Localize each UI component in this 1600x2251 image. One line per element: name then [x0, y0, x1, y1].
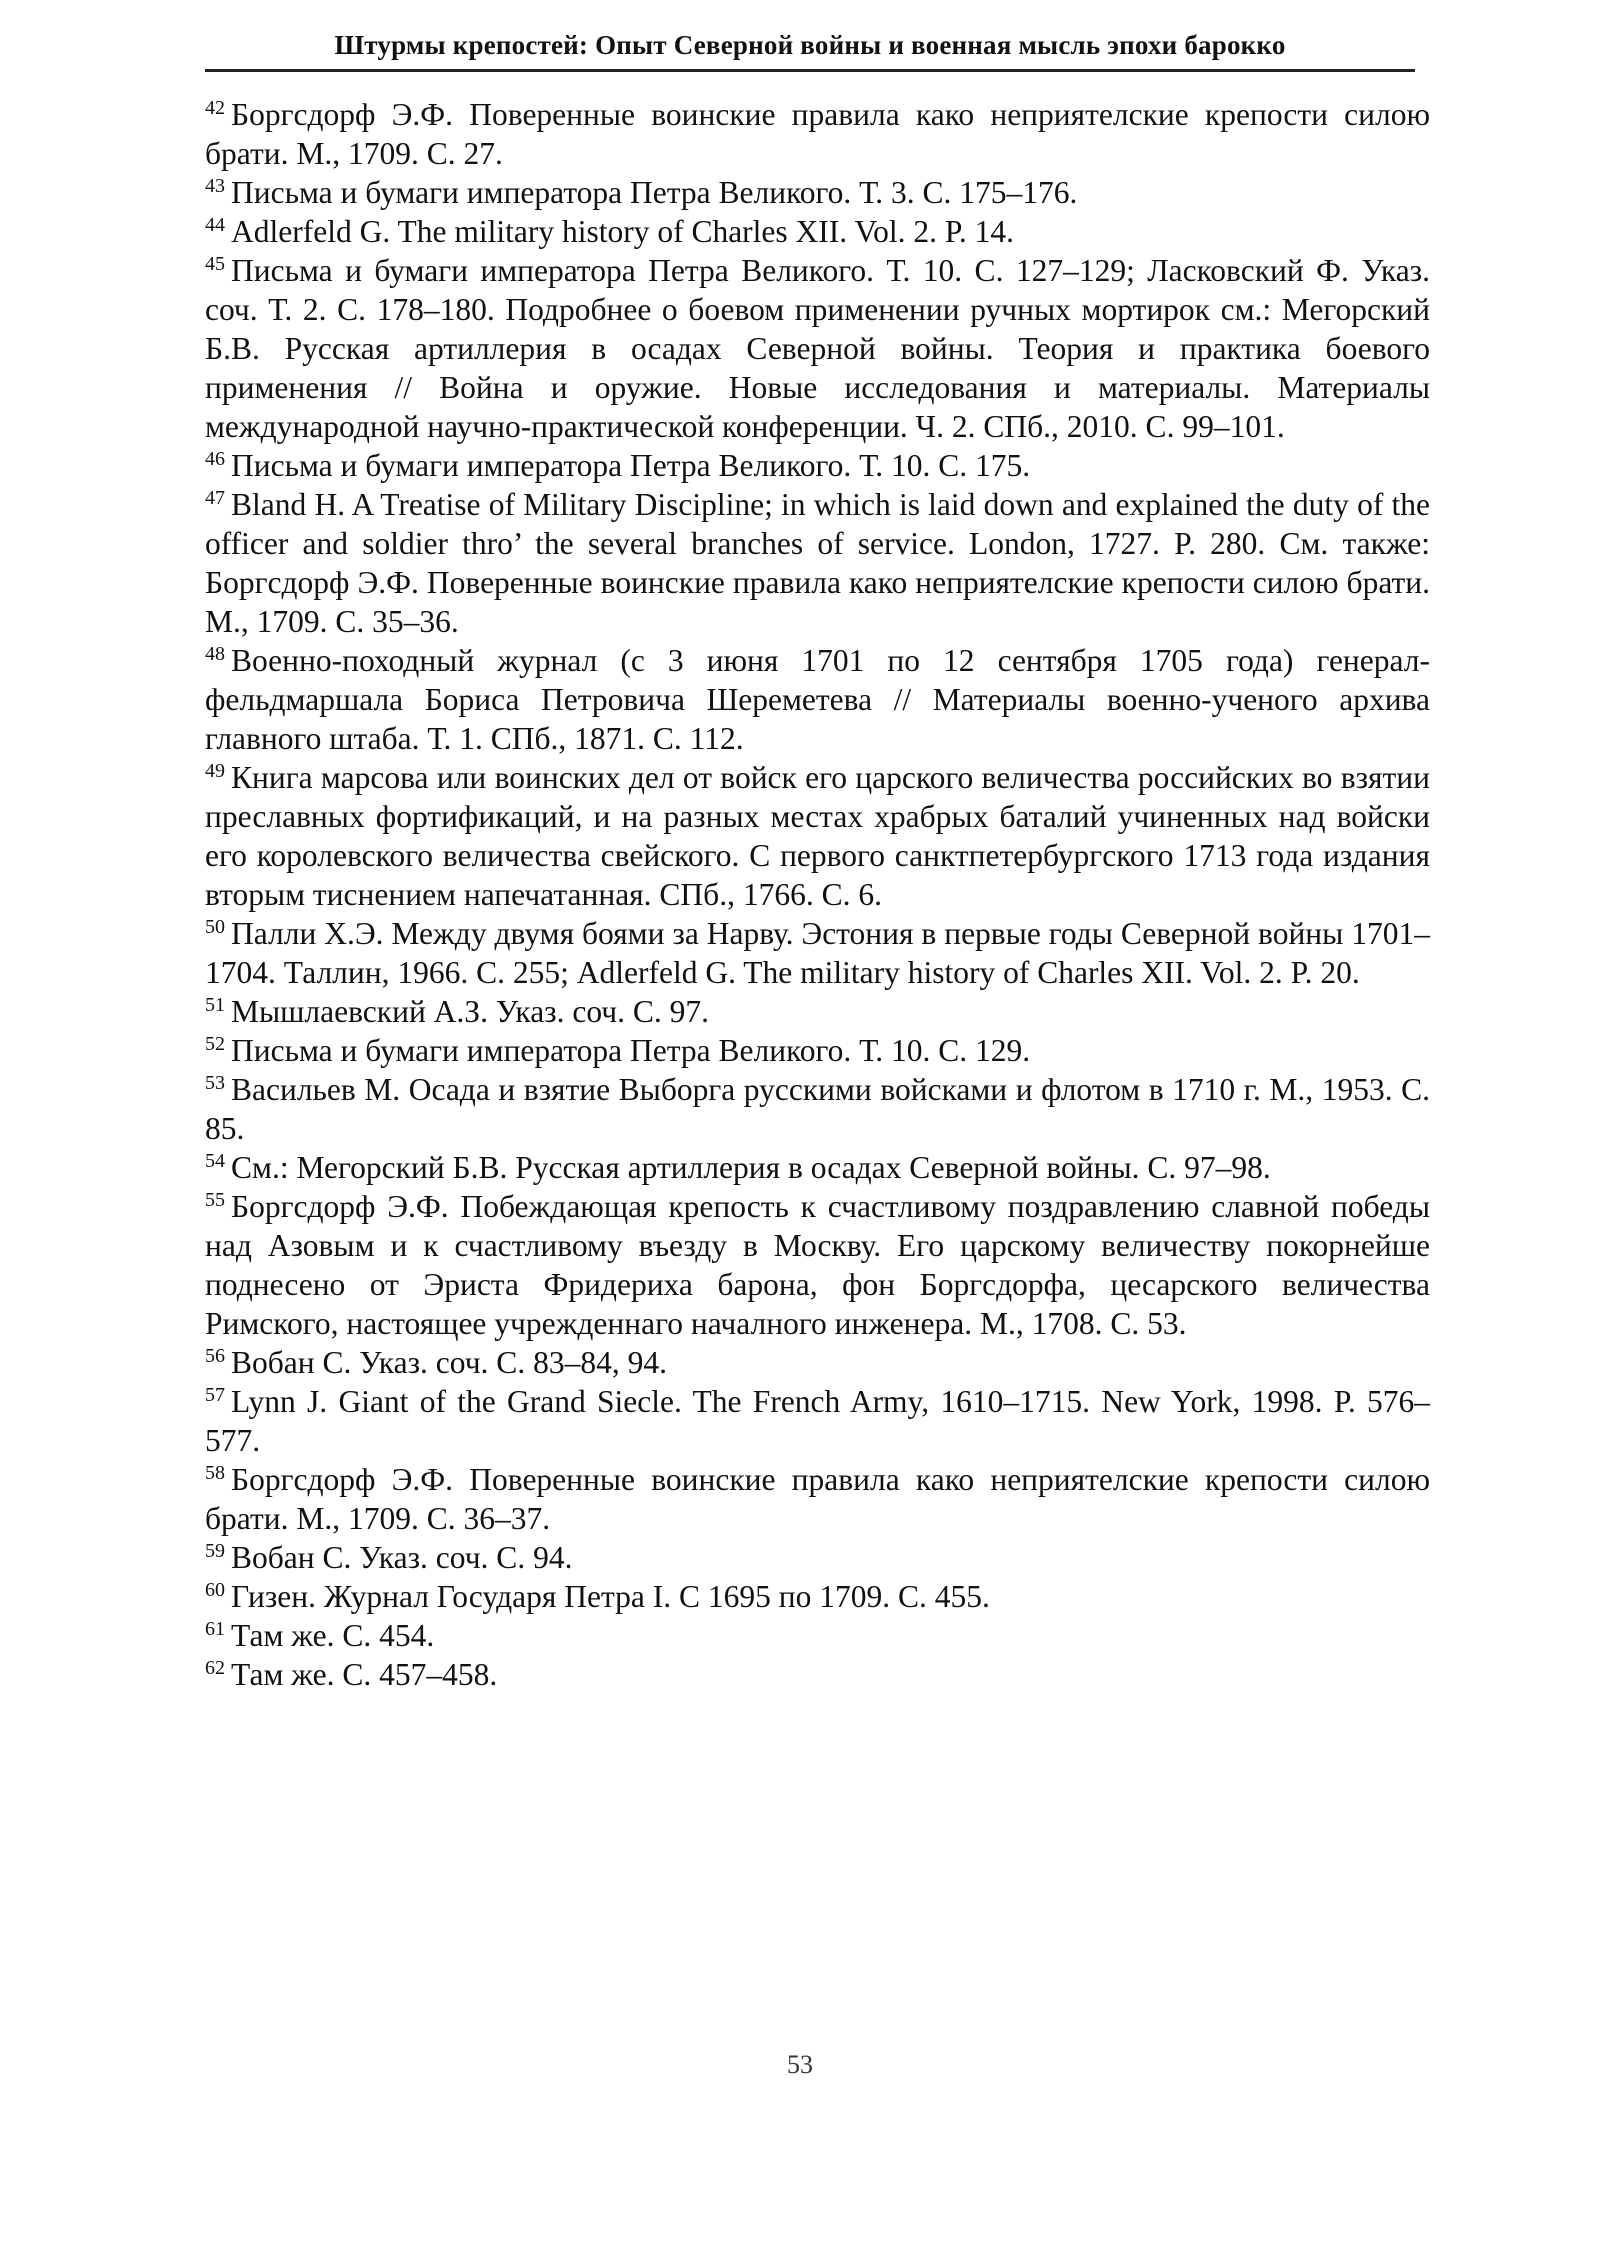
endnote-number: 56 — [205, 1345, 225, 1367]
endnote-text: Письма и бумаги императора Петра Великого. Т. 10. С. 127–129; Ласковский Ф. Указ. соч. Т. 2. С. 178–180. Подробнее о боевом применении ручных мортирок см.: Мегорский Б.В. Русская артиллерия в осадах Северной войны. Теория и практика боевого применения // Война и оружие. Новые исследования и материалы. Материалы международной научно-практической конференции. Ч. 2. СПб., 2010. С. 99–101. — [205, 253, 1430, 444]
endnote — [205, 1382, 1430, 1460]
endnote — [205, 1577, 1430, 1616]
endnote-text: Adlerfeld G. The military history of Charles XII. Vol. 2. P. 14. — [231, 214, 1015, 249]
endnote-text: Вобан С. Указ. соч. С. 94. — [231, 1540, 573, 1575]
endnotes-list — [205, 95, 1430, 1694]
endnote — [205, 212, 1430, 251]
endnote — [205, 1460, 1430, 1538]
endnote-text: Вобан С. Указ. соч. С. 83–84, 94. — [231, 1345, 667, 1380]
endnote — [205, 914, 1430, 992]
running-head: Штурмы крепостей: Опыт Северной войны и военная мысль эпохи барокко — [205, 30, 1415, 72]
endnote-number: 57 — [205, 1384, 225, 1406]
endnote-text: Боргсдорф Э.Ф. Поверенные воинские правила како неприятелские крепости силою брати. М., 1709. С. 36–37. — [205, 1462, 1430, 1536]
endnote — [205, 992, 1430, 1031]
endnote-text: Васильев М. Осада и взятие Выборга русскими войсками и флотом в 1710 г. М., 1953. С. 85. — [205, 1072, 1430, 1146]
endnote — [205, 1343, 1430, 1382]
endnote — [205, 251, 1430, 446]
endnote — [205, 95, 1430, 173]
endnote-text: Палли Х.Э. Между двумя боями за Нарву. Эстония в первые годы Северной войны 1701–1704. Таллин, 1966. С. 255; Adlerfeld G. The military history of Charles XII. Vol. 2. P. 20. — [205, 916, 1430, 990]
endnote — [205, 1070, 1430, 1148]
endnote-text: Там же. С. 454. — [231, 1618, 435, 1653]
endnote-number: 45 — [205, 253, 225, 275]
endnote-text: Книга марсова или воинских дел от войск его царского величества российских во взятии преславных фортификаций, и на разных местах храбрых баталий учиненных над войски его королевского величества свейского. С первого санктпетербургского 1713 года издания вторым тиснением напечатанная. СПб., 1766. С. 6. — [205, 760, 1430, 912]
endnote-text: Военно-походный журнал (с 3 июня 1701 по 12 сентября 1705 года) генерал-фельдмаршала Бориса Петровича Шереметева // Материалы военно-ученого архива главного штаба. Т. 1. СПб., 1871. С. 112. — [205, 643, 1430, 756]
endnote-text: Боргсдорф Э.Ф. Поверенные воинские правила како неприятелские крепости силою брати. М., 1709. С. 27. — [205, 97, 1430, 171]
endnote-text: См.: Мегорский Б.В. Русская артиллерия в осадах Северной войны. С. 97–98. — [231, 1150, 1271, 1185]
endnote-number: 52 — [205, 1033, 225, 1055]
endnote-text: Bland H. A Treatise of Military Discipline; in which is laid down and explained the duty of the officer and soldier thro’ the several branches of service. London, 1727. P. 280. См. также: Боргсдорф Э.Ф. Поверенные воинские правила како неприятелские крепости силою брати. М., 1709. С. 35–36. — [205, 487, 1430, 639]
page-number: 53 — [787, 2050, 813, 2079]
endnote-number: 61 — [205, 1618, 225, 1640]
endnote-text: Там же. С. 457–458. — [231, 1657, 498, 1692]
endnote — [205, 173, 1430, 212]
endnote-number: 62 — [205, 1657, 225, 1679]
endnote — [205, 641, 1430, 758]
endnote-text: Письма и бумаги императора Петра Великого. Т. 10. С. 129. — [231, 1033, 1031, 1068]
endnote — [205, 1655, 1430, 1694]
endnote — [205, 758, 1430, 914]
endnote-number: 53 — [205, 1072, 225, 1094]
endnote — [205, 446, 1430, 485]
endnote-text: Гизен. Журнал Государя Петра I. С 1695 по 1709. С. 455. — [231, 1579, 990, 1614]
endnote-number: 58 — [205, 1462, 225, 1484]
endnote-text: Lynn J. Giant of the Grand Siecle. The French Army, 1610–1715. New York, 1998. P. 576–577. — [205, 1384, 1430, 1458]
endnote-text: Письма и бумаги императора Петра Великого. Т. 3. С. 175–176. — [231, 175, 1078, 210]
endnote-number: 51 — [205, 994, 225, 1016]
endnote-number: 59 — [205, 1540, 225, 1562]
endnote-text: Мышлаевский А.З. Указ. соч. С. 97. — [231, 994, 710, 1029]
endnote-number: 47 — [205, 487, 225, 509]
endnote-text: Письма и бумаги императора Петра Великого. Т. 10. С. 175. — [231, 448, 1031, 483]
endnote-number: 55 — [205, 1189, 225, 1211]
endnote — [205, 1148, 1430, 1187]
endnote-number: 43 — [205, 175, 225, 197]
endnote-number: 50 — [205, 916, 225, 938]
endnote — [205, 1031, 1430, 1070]
endnote-number: 44 — [205, 214, 225, 236]
endnote-number: 49 — [205, 760, 225, 782]
endnote — [205, 1538, 1430, 1577]
endnote-number: 46 — [205, 448, 225, 470]
endnote — [205, 1616, 1430, 1655]
endnote — [205, 485, 1430, 641]
endnote-text: Боргсдорф Э.Ф. Побеждающая крепость к счастливому поздравлению славной победы над Азовым и к счастливому въезду в Москву. Его царскому величеству покорнейше поднесено от Эриста Фридериха барона, фон Боргсдорфа, цесарского величества Римского, настоящее учрежденнаго началного инженера. М., 1708. С. 53. — [205, 1189, 1430, 1341]
endnote-number: 60 — [205, 1579, 225, 1601]
endnote — [205, 1187, 1430, 1343]
endnote-number: 48 — [205, 643, 225, 665]
endnote-number: 42 — [205, 97, 225, 119]
endnote-number: 54 — [205, 1150, 225, 1172]
